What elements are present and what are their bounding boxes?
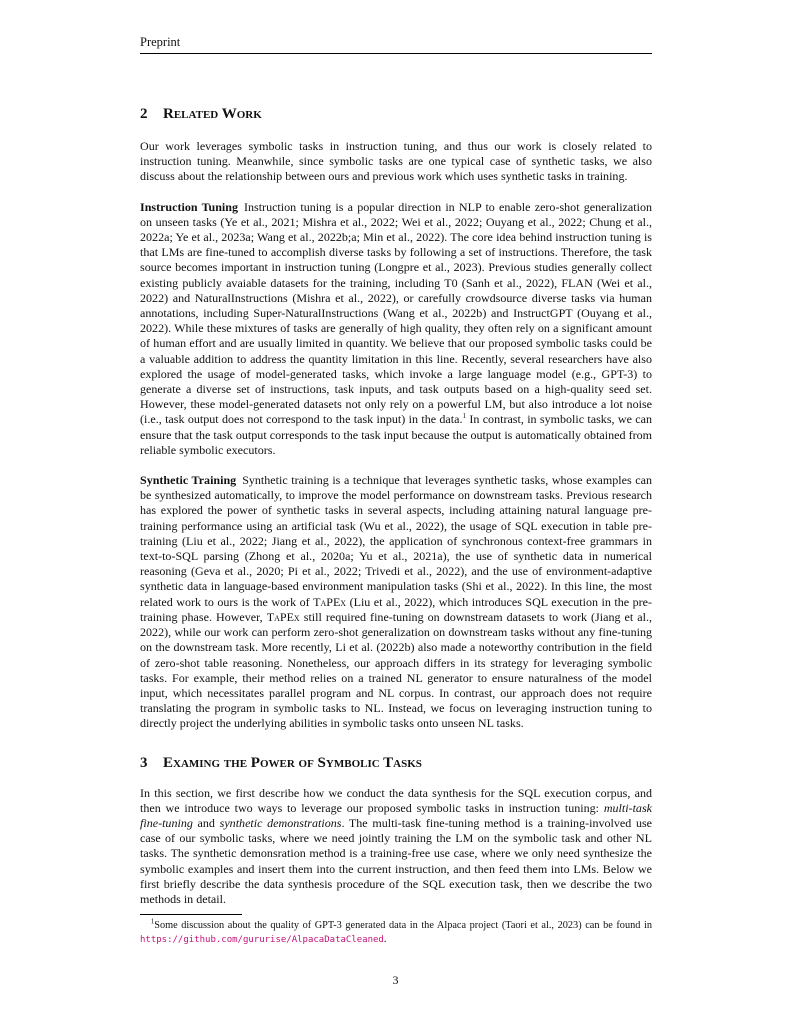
instruction-tuning-body: Instruction tuning is a popular direction in NLP to enable zero-shot generalization on unseen tasks (Ye et al., 2021; Mishra et al., 2022; Wei et al., 2022; Ouyang et al., 2022; Chung et al., 2022a; Ye et al., 2023a; Wang et al., 2022b;a; Min et al., 2022). The core idea behind instruction tuning is that LMs are fine-tuned to accomplish diverse tasks by following a set of instructions. Therefore, the task source becomes important in instruction tuning (Longpre et al., 2023). Previous studies generally collect existing publicly avaiable datasets for the training, including T0 (Sanh et al., 2022), FLAN (Wei et al., 2022) and NaturalInstructions (Mishra et al., 2022), or carefully crowdsource diverse tasks via human annotations, including Super-NaturalInstructions (Wang et al., 2022b) and InstructGPT (Ouyang et al., 2022). While these mixtures of tasks are generally of high quality, they often rely on a significant amount of human effort and are usually limited in quantity. We believe that our proposed symbolic tasks could be a valuable addition to address the quantity limitation in this line. Recently, several researchers have also explored the usage of model-generated tasks, which invoke a large language model (e.g., GPT-3) to generate a diverse set of instructions, task inputs, and task outputs based on a high-quality seed set. However, these model-generated datasets not only rely on a powerful LM, but also introduce a lot noise (i.e., task output does not correspond to the task input) in the data.	[140, 199, 652, 427]
footnote-text: Some discussion about the quality of GPT-3 generated data in the Alpaca project (Taori et al., 2023) can be found in	[154, 920, 652, 931]
tapex-name-2: TaPEx	[266, 609, 300, 624]
section-2-title: Related Work	[163, 106, 262, 122]
synthetic-training-body-c: still required fine-tuning on downstream datasets to work (Jiang et al., 2022), while our work can perform zero-shot generalization on downstream tasks without any fine-tuning on the downstream task. More recently, Li et al. (2022b) also made a noteworthy contribution in the field of zero-shot table reasoning. Nonetheless, our approach differs in its strategy for leveraging symbolic tasks. For example, their method relies on a trained NL generator to ensure naturalness of the model input, which necessitates parallel program and NL corpus. In contrast, our approach does not require translating the program in symbolic tasks to NL. Instead, we focus on leveraging instruction tuning to directly project the underlying abilities in symbolic tasks onto unseen NL tasks.	[140, 609, 652, 731]
main-content	[140, 105, 652, 907]
running-header: Preprint	[140, 35, 652, 54]
footnote-url-link[interactable]: https://github.com/gururise/AlpacaDataCleaned	[140, 934, 384, 945]
footnote-rule	[140, 914, 242, 915]
footnote-mark: 1	[150, 917, 155, 926]
section-3-intro	[140, 786, 652, 908]
page-number: 3	[392, 973, 399, 987]
synthetic-training-body-b: (Liu et al., 2022), which introduces SQL execution in the pre-training phase. However,	[140, 594, 652, 624]
footnote-end: .	[383, 933, 387, 945]
synthetic-training-paragraph	[140, 473, 652, 731]
section-2-intro: Our work leverages symbolic tasks in instruction tuning, and thus our work is closely related to instruction tuning. Meanwhile, since symbolic tasks are one typical case of synthetic tasks, we also discuss about the relationship between ours and previous work which uses synthetic tasks in training.	[140, 139, 652, 184]
synthetic-training-heading: Synthetic Training	[140, 473, 237, 488]
tapex-name-1: TaPEx	[313, 594, 347, 609]
section-3-body-c: . The multi-task fine-tuning method is a training-involved use case of our symbolic tasks, where we need jointly training the LM on the symbolic task and other NL tasks. The synthetic demonsration method is a training-free use case, where we only need synthesize the symbolic examples and insert them into the current instruction, and then feed them into LMs. Below we first briefly describe the data synthesis procedure of the SQL execution task, then we describe the two methods in detail.	[140, 815, 653, 906]
instruction-tuning-heading: Instruction Tuning	[140, 199, 238, 214]
section-3-title: Examing the Power of Symbolic Tasks	[163, 754, 422, 771]
section-3-body-b: and	[192, 815, 220, 830]
section-3-number: 3	[140, 754, 148, 771]
section-2-number: 2	[140, 106, 148, 122]
footnote-ref-1[interactable]: 1	[462, 412, 466, 421]
section-2-heading	[140, 105, 652, 123]
term-synthetic-demonstrations: synthetic demonstrations	[219, 815, 342, 830]
synthetic-training-body-a: Synthetic training is a technique that leverages synthetic tasks, whose examples can be synthesized automatically, to improve the model performance on downstream tasks. Previous research has explored the power of synthetic tasks in several aspects, including attaining natural language pre-training performance using an artificial task (Wu et al., 2022), the usage of SQL execution in table pre-training (Liu et al., 2022; Jiang et al., 2022), the application of synchronous context-free grammars in text-to-SQL parsing (Zhong et al., 2020a; Yu et al., 2021a), the use of synthetic data in numerical reasoning (Geva et al., 2020; Pi et al., 2022; Trivedi et al., 2022), and the use of environment-adaptive synthetic data in language-based environment manipulation tasks (Shi et al., 2022). In this line, the most related work to ours is the work of	[140, 473, 652, 609]
section-3-body-a: In this section, we first describe how we conduct the data synthesis for the SQL execution corpus, and then we introduce two ways to leverage our proposed symbolic tasks in instruction tuning:	[140, 785, 652, 815]
section-3-heading	[140, 754, 652, 772]
instruction-tuning-body-tail: In contrast, in symbolic tasks, we can ensure that the task output corresponds to the task input because the output is automatically obtained from reliable symbolic executors.	[140, 412, 652, 457]
instruction-tuning-paragraph	[140, 200, 652, 458]
term-multi-task-fine-tuning: multi-task fine-tuning	[140, 800, 652, 830]
footnote-1	[140, 919, 652, 947]
